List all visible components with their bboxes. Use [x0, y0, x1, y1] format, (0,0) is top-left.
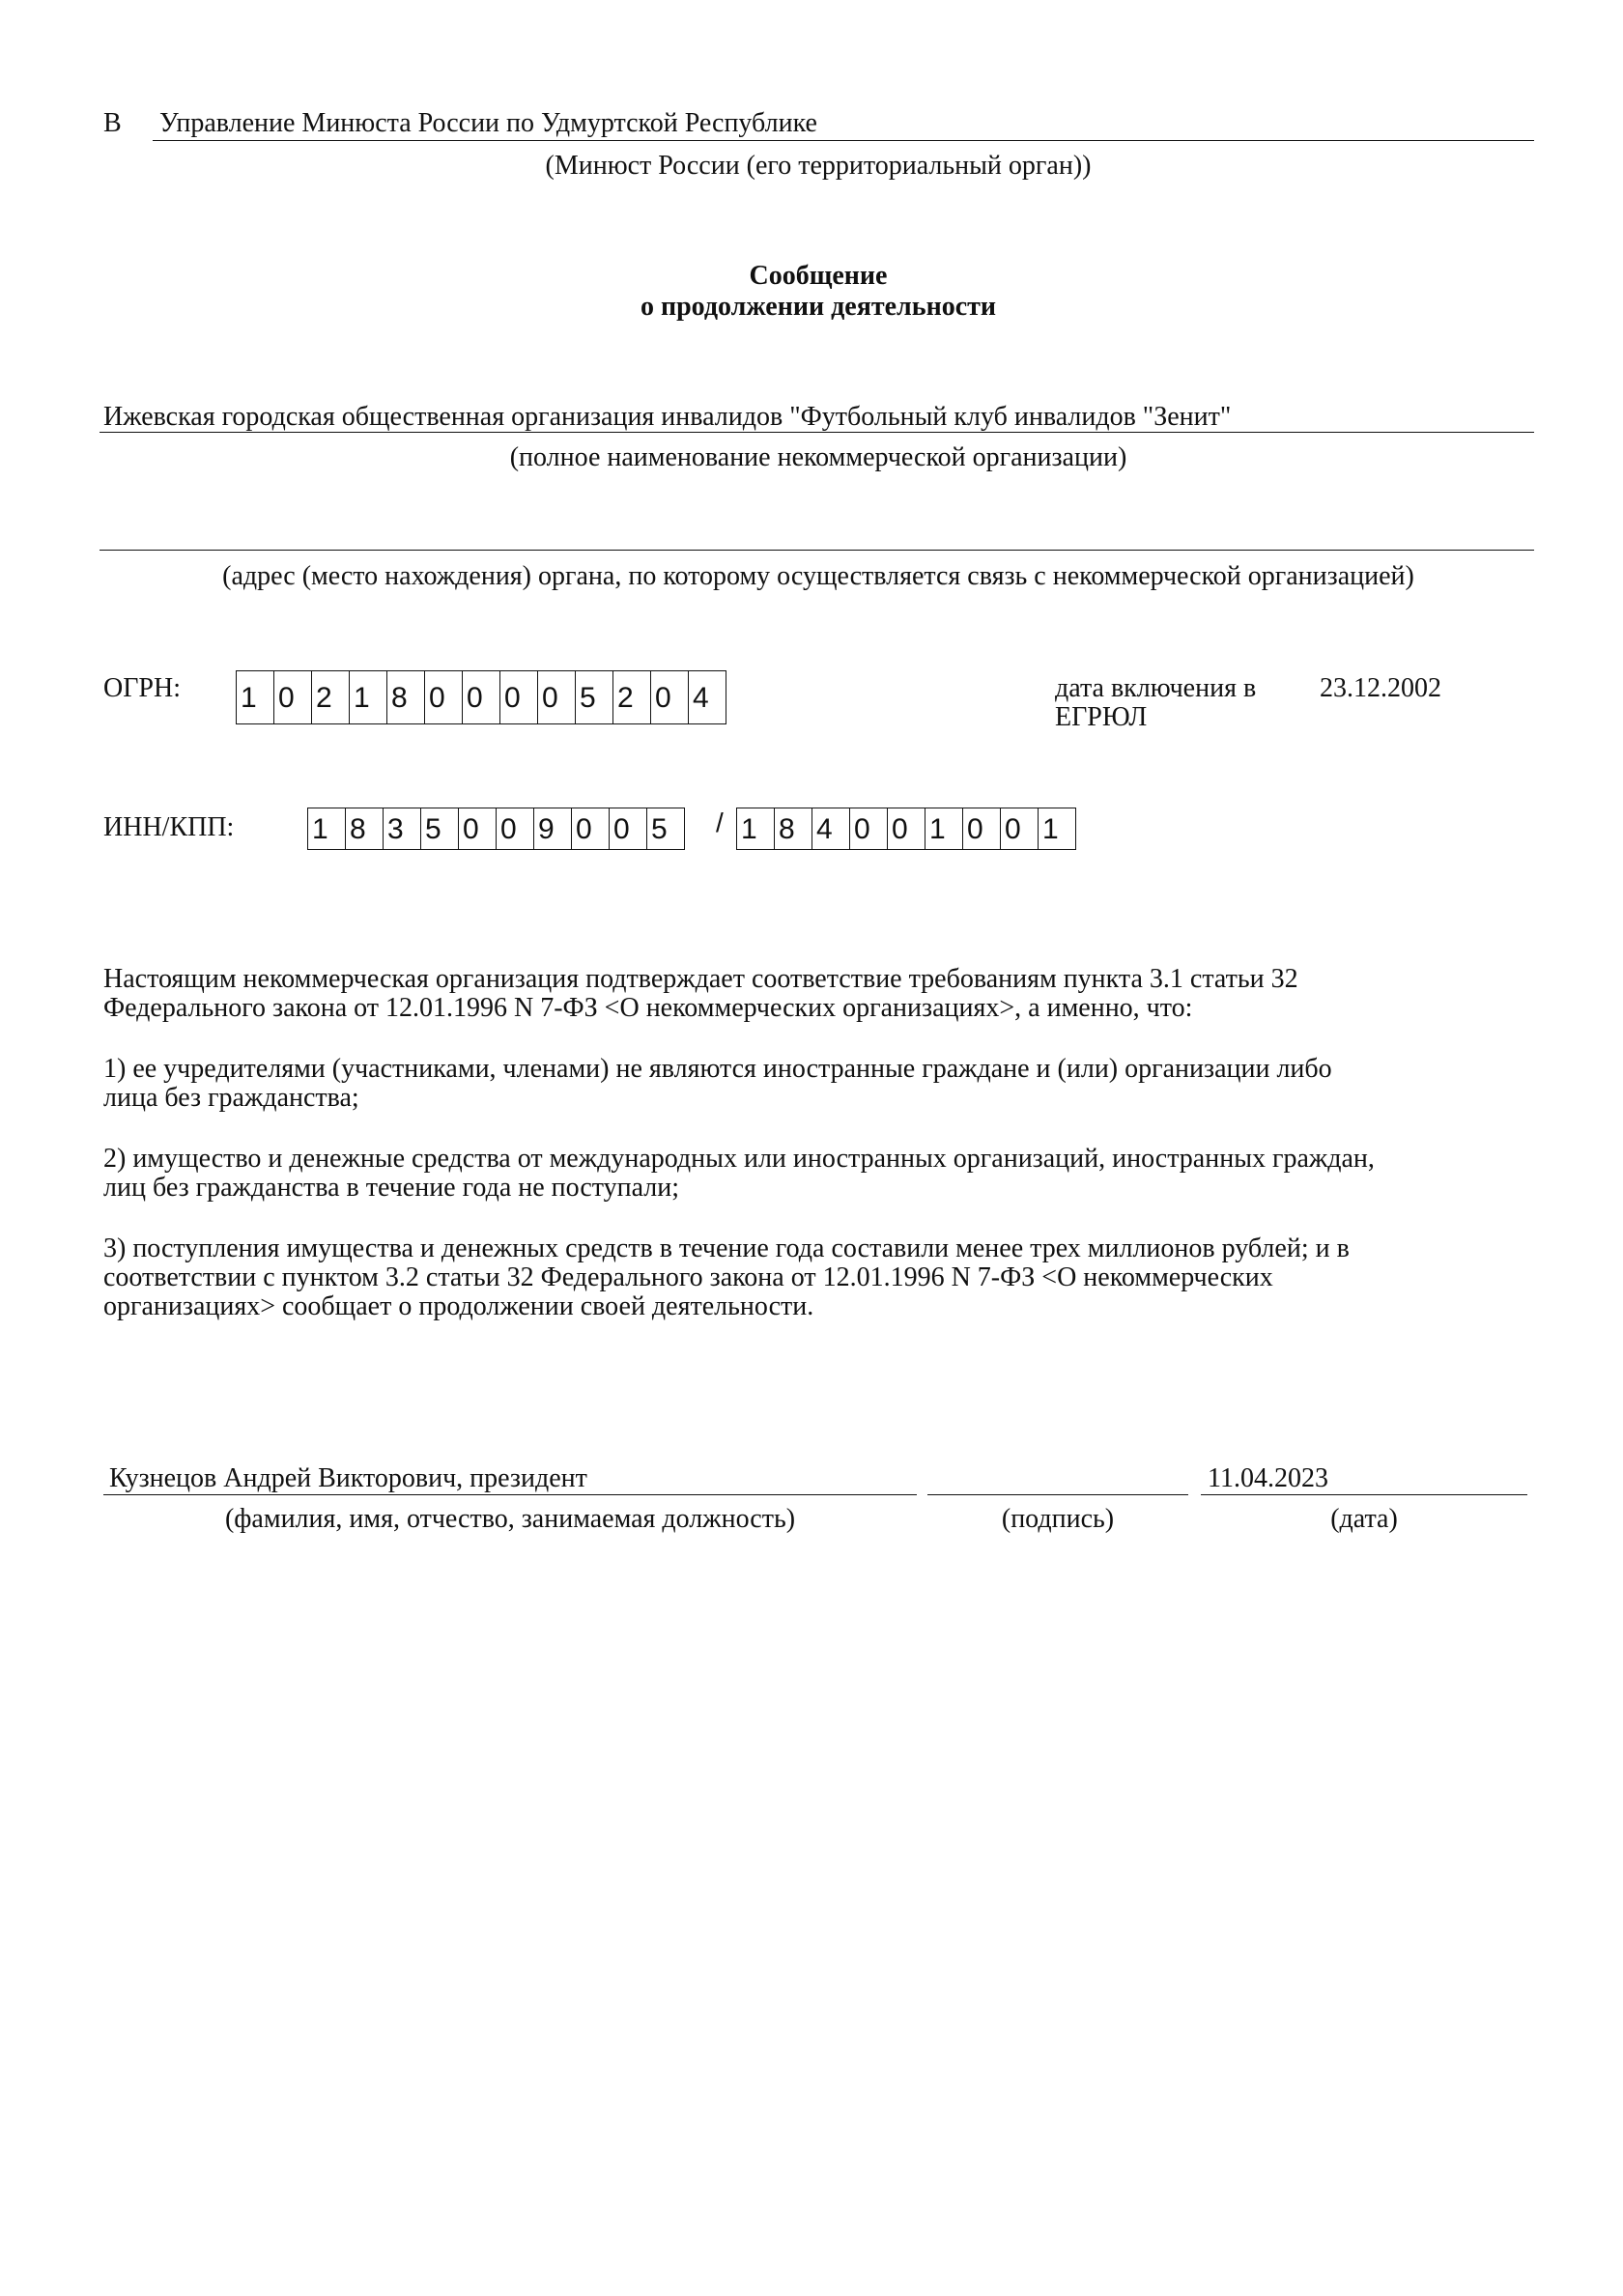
intro-line-2: Федерального закона от 12.01.1996 N 7-ФЗ <О некоммерческих организациях>, а именно, что:: [103, 993, 1193, 1023]
ogrn-digit-11: 2: [613, 671, 651, 723]
inn-digit-6: 0: [497, 808, 534, 849]
inn-digit-7: 9: [534, 808, 572, 849]
item-3-line-1: 3) поступления имущества и денежных средств в течение года составили менее трех миллионов рублей; и в: [103, 1233, 1350, 1263]
kpp-cells: [736, 808, 1076, 850]
ogrn-label: ОГРН:: [103, 673, 181, 703]
organization-address-underline: [100, 550, 1534, 551]
ogrn-digit-2: 0: [274, 671, 312, 723]
ogrn-digit-1: 1: [237, 671, 274, 723]
recipient-underline: [153, 140, 1534, 141]
signer-name-caption: (фамилия, имя, отчество, занимаемая должность): [224, 1504, 796, 1534]
kpp-digit-4: 0: [850, 808, 888, 849]
document-subtitle: о продолжении деятельности: [640, 292, 997, 322]
inn-digit-10: 5: [647, 808, 685, 849]
sign-date-underline: [1201, 1494, 1527, 1495]
inn-digit-4: 5: [421, 808, 459, 849]
ogrn-digit-4: 1: [350, 671, 387, 723]
inn-digit-8: 0: [572, 808, 610, 849]
organization-address-caption: (адрес (место нахождения) органа, по которому осуществляется связь с некоммерческой организацией): [222, 561, 1414, 591]
item-1-line-2: лица без гражданства;: [103, 1083, 359, 1113]
ogrn-date-label-line1: дата включения в: [1055, 673, 1257, 703]
ogrn-date-label-line2: ЕГРЮЛ: [1055, 702, 1148, 732]
organization-name-caption: (полное наименование некоммерческой организации): [509, 442, 1127, 472]
inn-digit-9: 0: [610, 808, 647, 849]
ogrn-cells: [236, 670, 726, 724]
inn-digit-1: 1: [308, 808, 346, 849]
kpp-digit-9: 1: [1039, 808, 1076, 849]
kpp-digit-3: 4: [812, 808, 850, 849]
ogrn-digit-10: 5: [576, 671, 613, 723]
kpp-digit-5: 0: [888, 808, 925, 849]
ogrn-digit-13: 4: [689, 671, 726, 723]
kpp-digit-1: 1: [737, 808, 775, 849]
signer-name-underline: [103, 1494, 917, 1495]
recipient-prefix: В: [103, 108, 122, 138]
sign-date-value: 11.04.2023: [1208, 1463, 1328, 1493]
organization-name-underline: [100, 432, 1534, 433]
ogrn-digit-6: 0: [425, 671, 463, 723]
intro-line-1: Настоящим некоммерческая организация подтверждает соответствие требованиям пункта 3.1 статьи 32: [103, 964, 1298, 994]
inn-digit-3: 3: [384, 808, 421, 849]
item-3-line-2: соответствии с пунктом 3.2 статьи 32 Федерального закона от 12.01.1996 N 7-ФЗ <О некоммерческих: [103, 1262, 1273, 1292]
recipient-name: Управление Минюста России по Удмуртской Республике: [159, 108, 817, 138]
signature-caption: (подпись): [1001, 1504, 1115, 1534]
inn-digit-5: 0: [459, 808, 497, 849]
item-2-line-1: 2) имущество и денежные средства от международных или иностранных организаций, иностранных граждан,: [103, 1144, 1375, 1174]
ogrn-digit-12: 0: [651, 671, 689, 723]
ogrn-digit-9: 0: [538, 671, 576, 723]
inn-kpp-label: ИНН/КПП:: [103, 812, 235, 842]
inn-kpp-separator: /: [716, 808, 724, 837]
ogrn-date-value: 23.12.2002: [1320, 673, 1441, 703]
organization-name: Ижевская городская общественная организация инвалидов "Футбольный клуб инвалидов "Зенит": [103, 402, 1232, 432]
inn-digit-2: 8: [346, 808, 384, 849]
inn-cells: [307, 808, 685, 850]
signature-underline: [927, 1494, 1188, 1495]
ogrn-digit-7: 0: [463, 671, 500, 723]
kpp-digit-7: 0: [963, 808, 1001, 849]
kpp-digit-6: 1: [925, 808, 963, 849]
item-2-line-2: лиц без гражданства в течение года не поступали;: [103, 1173, 680, 1203]
kpp-digit-8: 0: [1001, 808, 1039, 849]
ogrn-digit-8: 0: [500, 671, 538, 723]
sign-date-caption: (дата): [1330, 1504, 1398, 1534]
signer-name: Кузнецов Андрей Викторович, президент: [109, 1463, 587, 1493]
kpp-digit-2: 8: [775, 808, 812, 849]
recipient-caption: (Минюст России (его территориальный орган)): [545, 151, 1092, 181]
item-3-line-3: организациях> сообщает о продолжении своей деятельности.: [103, 1291, 814, 1321]
ogrn-digit-3: 2: [312, 671, 350, 723]
document-title: Сообщение: [749, 261, 888, 291]
item-1-line-1: 1) ее учредителями (участниками, членами) не являются иностранные граждане и (или) организации либо: [103, 1054, 1332, 1084]
ogrn-digit-5: 8: [387, 671, 425, 723]
